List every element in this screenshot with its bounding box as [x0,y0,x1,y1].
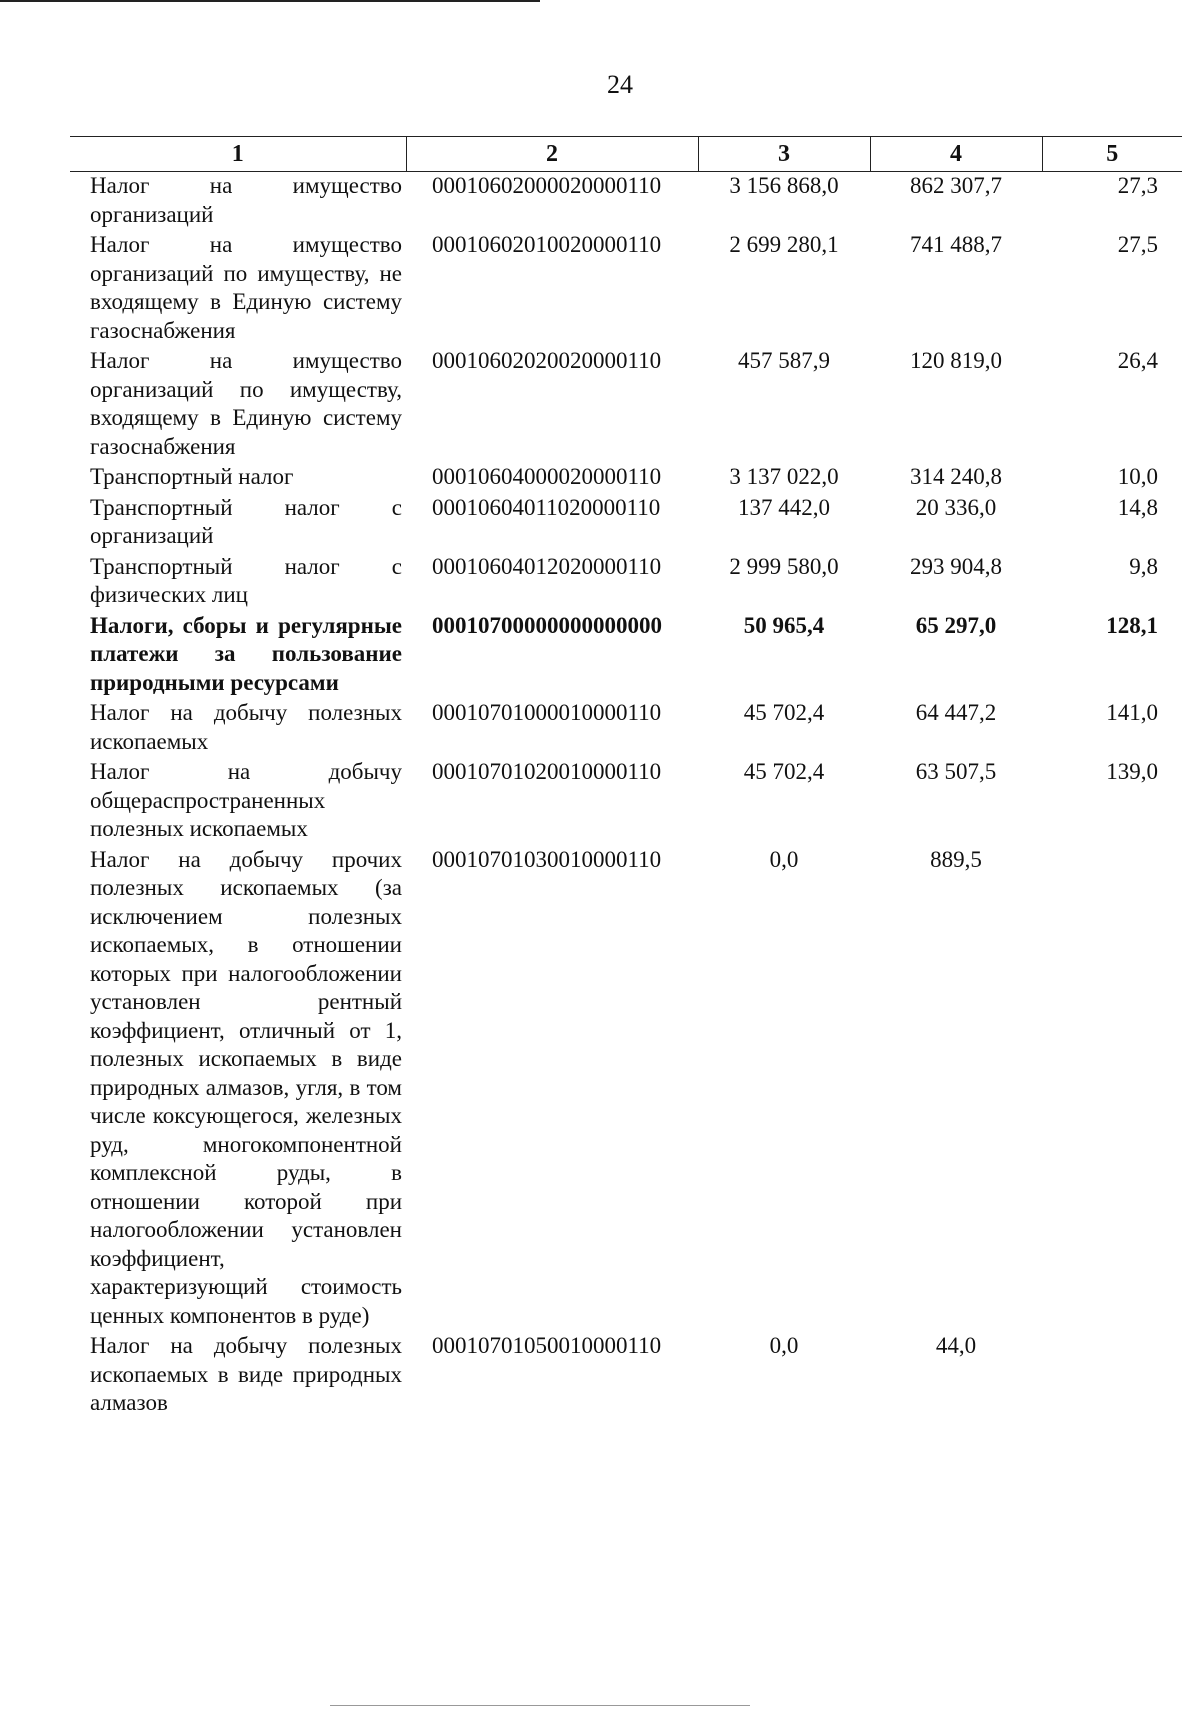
row-value-3: 3 156 868,0 [729,173,839,198]
row-value-5: 141,0 [1106,700,1158,725]
row-value-3: 45 702,4 [743,700,825,725]
row-value-4: 293 904,8 [910,553,1002,579]
column-header-5: 5 [1042,137,1182,172]
table-row-section-total [70,612,1182,700]
row-value-5: 10,0 [1117,464,1158,489]
row-value-3: 45 702,4 [743,759,825,784]
row-code: 00010602000020000110 [432,173,662,198]
row-value-3: 0,0 [769,846,799,872]
row-value-4: 64 447,2 [915,700,997,725]
row-value-5: 14,8 [1117,494,1158,520]
row-value-4: 889,5 [930,846,982,872]
row-value-3: 50 965,4 [743,612,825,638]
row-value-5: 9,8 [1129,553,1158,579]
row-value-5 [1042,846,1182,1333]
row-value-5: 27,5 [1117,232,1158,257]
row-value-4: 862 307,7 [910,173,1002,198]
row-code: 00010604011020000110 [432,494,661,520]
row-value-4: 741 488,7 [910,232,1002,257]
row-value-5: 26,4 [1117,348,1158,373]
page-number: 24 [607,70,633,99]
column-header-3: 3 [698,137,870,172]
row-value-4: 20 336,0 [915,494,997,520]
table-header-row [70,137,1182,172]
row-value-5: 139,0 [1106,759,1158,784]
revenue-table [70,136,1182,1420]
table-row [70,231,1182,347]
row-value-4: 65 297,0 [915,612,997,638]
row-name: Транспортный налог [90,464,294,489]
row-value-3: 2 999 580,0 [729,553,839,579]
row-code: 00010602020020000110 [432,348,662,373]
column-header-2: 2 [406,137,698,172]
row-code: 00010604012020000110 [432,553,662,579]
row-name: Налог на имущество организаций по имуществу, не входящему в Единую систему газоснабжения [90,232,402,343]
page-top-edge-line [0,0,540,2]
row-value-3: 2 699 280,1 [729,232,839,257]
table-row [70,347,1182,463]
row-name: Налог на добычу полезных ископаемых [90,700,402,754]
row-code: 00010700000000000000 [432,612,662,638]
row-name: Налог на добычу полезных ископаемых в виде природных алмазов [90,1333,402,1415]
page-bottom-edge-line [330,1705,750,1706]
row-code: 00010604000020000110 [432,464,662,489]
row-code: 00010701050010000110 [432,1333,662,1358]
table-row [70,172,1182,232]
row-name: Транспортный налог с организаций [90,494,402,548]
row-name: Налоги, сборы и регулярные платежи за пользование природными ресурсами [90,612,402,695]
row-name: Транспортный налог с физических лиц [90,553,402,607]
table-row [70,699,1182,758]
row-value-3: 0,0 [769,1333,799,1358]
row-value-4: 44,0 [935,1333,977,1358]
row-value-5: 128,1 [1106,612,1158,638]
table-row [70,463,1182,494]
column-header-1: 1 [70,137,406,172]
row-value-4: 63 507,5 [915,759,997,784]
table-row [70,758,1182,846]
row-name: Налог на имущество организаций по имуществу, входящему в Единую систему газоснабжения [90,348,402,459]
row-value-5: 27,3 [1117,173,1158,198]
row-name: Налог на добычу прочих полезных ископаемых (за исключением полезных ископаемых, в отношении которых при налогообложении установлен рентный коэффициент, отличный от 1, полезных ископаемых в виде природных алмазов, угля, в том числе коксующегося, железных руд, многокомпонентной комплексной руды, в отношении которой при налогообложении установлен коэффициент, характеризующий стоимость ценных компонентов в руде) [90,846,402,1328]
table-row [70,846,1182,1333]
row-value-3: 137 442,0 [738,494,830,520]
table-row [70,553,1182,612]
row-value-5 [1042,1332,1182,1420]
row-name: Налог на добычу общераспространенных полезных ископаемых [90,759,402,841]
row-value-4: 314 240,8 [910,464,1002,489]
row-name: Налог на имущество организаций [90,173,402,227]
row-value-3: 3 137 022,0 [729,464,839,489]
table-row [70,494,1182,553]
row-value-3: 457 587,9 [738,348,830,373]
row-value-4: 120 819,0 [910,348,1002,373]
row-code: 00010701030010000110 [432,846,662,872]
column-header-4: 4 [870,137,1042,172]
row-code: 00010701000010000110 [432,700,662,725]
row-code: 00010602010020000110 [432,232,662,257]
table-row [70,1332,1182,1420]
row-code: 00010701020010000110 [432,759,662,784]
